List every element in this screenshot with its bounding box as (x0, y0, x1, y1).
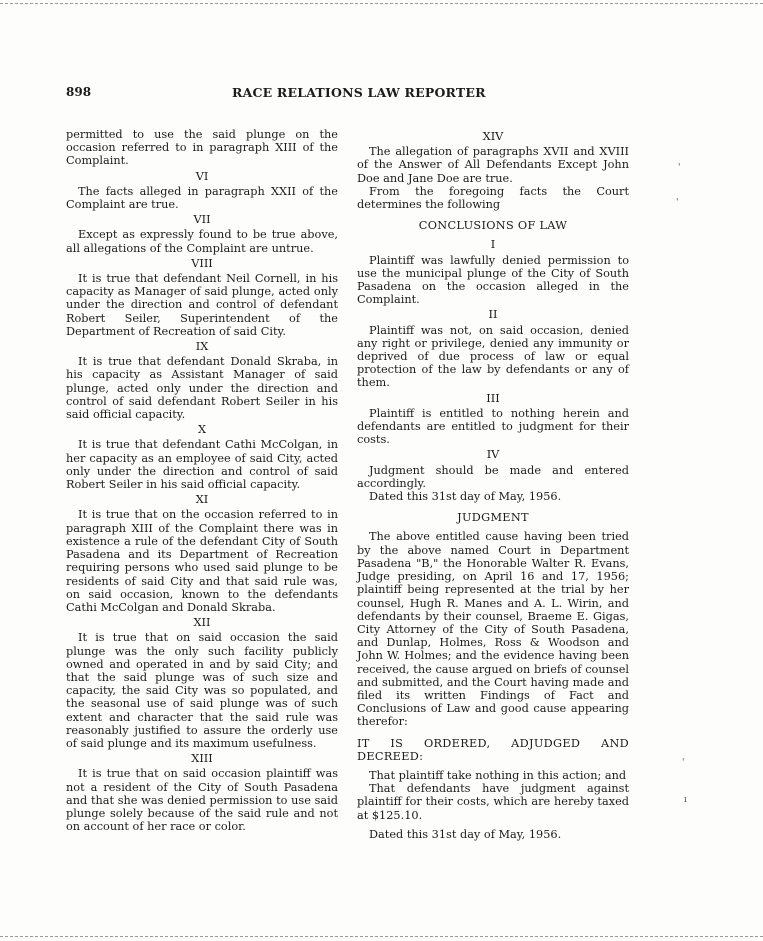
heading-xii: XII (193, 616, 211, 630)
paragraph-ordered: IT IS ORDERED, ADJUDGED AND DECREED: (357, 736, 629, 763)
paragraph-viii: It is true that defendant Neil Cornell, in his capacity as Manager of said plunge, acted only under the direction and control of defendant Robert Seiler, Superintendent of the Department of Recreation of said City. (66, 272, 338, 338)
paragraph-costs: That defendants have judgment against plaintiff for their costs, which are hereby taxed at $125.10. (357, 782, 629, 822)
margin-mark: ' (676, 198, 679, 208)
paragraph-ii: Plaintiff was not, on said occasion, denied any right or privilege, denied any immunity or deprived of due process of law or equal protection of the law by defendants or any of them. (357, 323, 629, 390)
paragraph-foregoing: From the foregoing facts the Court determines the following (357, 184, 629, 212)
margin-mark: ' (678, 163, 681, 173)
bottom-dashed-border (0, 936, 763, 937)
page-number: 898 (66, 85, 92, 99)
running-title: RACE RELATIONS LAW REPORTER (232, 85, 486, 100)
heading-xi: XI (195, 493, 209, 507)
heading-iv: IV (486, 448, 500, 462)
heading-x: X (197, 423, 207, 437)
heading-xiv: XIV (482, 130, 504, 143)
right-column (357, 128, 629, 841)
paragraph-vi: The facts alleged in paragraph XXII of the Complaint are true. (66, 184, 338, 212)
paragraph-xii: It is true that on said occasion the said plunge was the only such facility publicly owned and operated in and by said City; and that the said plunge was of such size and capacity, the said City was so populated, and the seasonal use of said plunge was of such extent and character that the said rule was reasonably justified to assure the orderly use of said plunge and its maximum usefulness. (66, 631, 338, 750)
paragraph-iv: Judgment should be made and entered accordingly. (357, 463, 629, 490)
paragraph-dated-1: Dated this 31st day of May, 1956. (369, 490, 562, 504)
heading-ix: IX (195, 340, 209, 354)
heading-vi: VI (195, 169, 209, 183)
heading-vii: VII (193, 213, 211, 227)
heading-iii: III (486, 391, 500, 405)
paragraph-continued: permitted to use the said plunge on the occasion referred to in paragraph XIII of the Complaint. (66, 128, 338, 168)
heading-judgment: JUDGMENT (457, 511, 529, 525)
paragraph-ix: It is true that defendant Donald Skraba, in his capacity as Assistant Manager of said plunge, acted only under the direction and control of said defendant Robert Seiler in his said official capacity. (66, 355, 338, 422)
heading-i: I (490, 238, 496, 252)
left-column (66, 128, 338, 833)
heading-ii: II (488, 308, 498, 322)
paragraph-i: Plaintiff was lawfully denied permission to use the municipal plunge of the City of South Pasadena on the occasion alleged in the Complaint. (357, 253, 629, 307)
paragraph-vii: Except as expressly found to be true above, all allegations of the Complaint are untrue. (66, 228, 338, 255)
top-dashed-border (0, 3, 763, 4)
paragraph-xi: It is true that on the occasion referred to in paragraph XIII of the Complaint there was in existence a rule of the defendant City of South Pasadena and its Department of Recreation requiring persons who used said plunge to be residents of said City and that said rule was, on said occasion, known to the defendants Cathi McColgan and Donald Skraba. (66, 508, 338, 614)
paragraph-xiii: It is true that on said occasion plaintiff was not a resident of the City of South Pasadena and that she was denied permission to use said plunge solely because of the said rule and not on account of her race or color. (66, 767, 338, 834)
paragraph-dated-2: Dated this 31st day of May, 1956. (369, 827, 562, 841)
heading-viii: VIII (191, 256, 213, 270)
margin-mark: ' (682, 758, 685, 768)
heading-xiii: XIII (191, 752, 213, 766)
paragraph-x: It is true that defendant Cathi McColgan, in her capacity as an employee of said City, acted only under the direction and control of said Robert Seiler in his said official capacity. (66, 438, 338, 492)
margin-mark: ı (684, 795, 687, 805)
paragraph-judgment: The above entitled cause having been tried by the above named Court in Department Pasadena "B," the Honorable Walter R. Evans, Judge presiding, on April 16 and 17, 1956; plaintiff being represented at the trial by her counsel, Hugh R. Manes and A. L. Wirin, and defendants by their counsel, Braeme E. Gigas, City Attorney of the City of South Pasadena, and Dunlap, Holmes, Ross & Woodson and John W. Holmes; and the evidence having been received, the cause argued on briefs of counsel and submitted, and the Court having made and filed its written Findings of Fact and Conclusions of Law and good cause appearing therefor: (357, 530, 629, 729)
paragraph-xiv: The allegation of paragraphs XVII and XVIII of the Answer of All Defendants Except John Doe and Jane Doe are true. (357, 145, 629, 185)
paragraph-iii: Plaintiff is entitled to nothing herein and defendants are entitled to judgment for their costs. (357, 406, 629, 447)
paragraph-take-nothing: That plaintiff take nothing in this action; and (369, 768, 627, 782)
heading-conclusions-of-law: CONCLUSIONS OF LAW (418, 219, 568, 233)
